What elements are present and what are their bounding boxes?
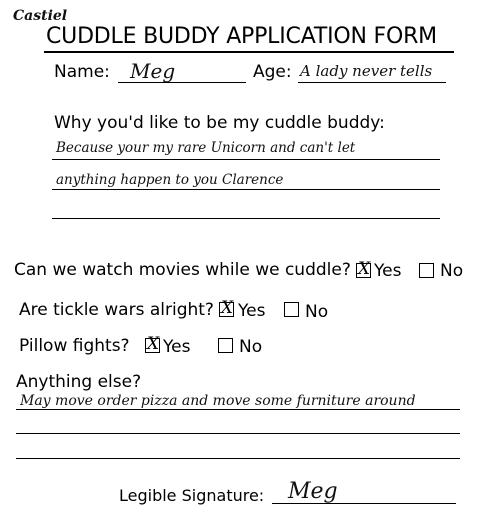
why-question: Why you'd like to be my cuddle buddy: (54, 113, 385, 133)
pillow-no-label: No (239, 337, 263, 357)
age-label: Age: (253, 62, 292, 82)
anything-else-line2 (16, 433, 460, 434)
pillow-yes-checkbox[interactable] (145, 334, 160, 354)
name-label: Name: (54, 62, 110, 82)
movies-yes-checkbox[interactable] (356, 259, 371, 279)
tickle-yes-label: Yes (238, 301, 266, 321)
author-tag: Castiel (13, 8, 68, 24)
why-line2 (52, 189, 440, 190)
x-mark-icon: X (146, 334, 160, 354)
tickle-no-checkbox[interactable] (284, 302, 299, 317)
why-line1 (52, 159, 440, 160)
signature-line (272, 503, 456, 504)
age-value[interactable]: A lady never tells (300, 62, 433, 80)
x-mark-icon: X (357, 259, 371, 279)
question-movies: Can we watch movies while we cuddle? (14, 260, 351, 280)
movies-no-label: No (440, 261, 464, 281)
pillow-no-checkbox[interactable] (218, 338, 233, 353)
movies-yes-label: Yes (374, 261, 402, 281)
x-mark-icon: X (220, 298, 234, 318)
signature-value[interactable]: Meg (288, 479, 338, 504)
form-title: CUDDLE BUDDY APPLICATION FORM (46, 24, 437, 49)
why-answer-line1[interactable]: Because your my rare Unicorn and can't let (56, 140, 356, 156)
anything-else-line1 (16, 409, 460, 410)
question-tickle: Are tickle wars alright? (19, 300, 214, 320)
signature-label: Legible Signature: (119, 486, 265, 505)
tickle-no-label: No (305, 302, 329, 322)
question-pillow: Pillow fights? (19, 336, 130, 356)
name-value[interactable]: Meg (130, 59, 176, 83)
anything-else-label: Anything else? (16, 372, 142, 392)
why-answer-line2[interactable]: anything happen to you Clarence (56, 172, 284, 188)
tickle-yes-checkbox[interactable] (219, 298, 234, 318)
anything-else-answer[interactable]: May move order pizza and move some furniture around (20, 393, 416, 409)
why-line3 (52, 218, 440, 219)
name-line (118, 82, 246, 83)
anything-else-line3 (16, 458, 460, 459)
age-line (298, 82, 446, 83)
title-underline (44, 51, 454, 53)
movies-no-checkbox[interactable] (419, 263, 434, 278)
pillow-yes-label: Yes (163, 337, 191, 357)
